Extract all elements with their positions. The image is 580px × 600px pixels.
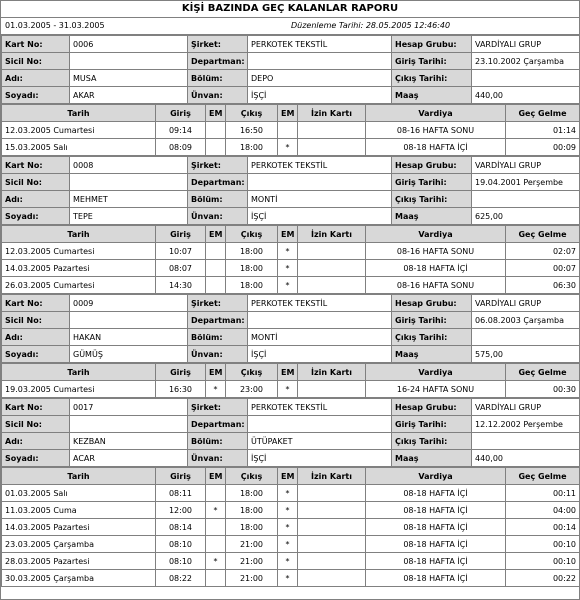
table-cell: 08-18 HAFTA İÇİ [366,536,506,553]
table-row [2,139,580,156]
attendance-table [1,104,580,156]
table-cell: 09:14 [156,122,206,139]
table-row [2,122,580,139]
table-cell: 11.03.2005 Cuma [2,502,156,519]
label-sicil-no: Sicil No: [2,312,70,329]
table-cell [206,260,226,277]
table-cell: 01:14 [506,122,580,139]
column-header: EM [278,226,298,243]
column-header: İzin Kartı [298,364,366,381]
table-cell: 23.03.2005 Çarşamba [2,536,156,553]
column-header: İzin Kartı [298,226,366,243]
value-hesap-grubu: VARDİYALI GRUP [472,157,580,174]
label-kart-no: Kart No: [2,36,70,53]
info-row [2,329,580,346]
table-cell: * [278,277,298,294]
table-cell [298,536,366,553]
label-maas: Maaş [392,87,472,104]
value-unvan: İŞÇİ [248,346,392,363]
value-kart-no: 0006 [70,36,188,53]
label-departman: Departman: [188,53,248,70]
table-cell: 14.03.2005 Pazartesi [2,519,156,536]
table-cell: 23:00 [226,381,278,398]
value-bolum: DEPO [248,70,392,87]
column-header: Tarih [2,364,156,381]
label-cikis-tarihi: Çıkış Tarihi: [392,329,472,346]
table-row [2,381,580,398]
column-header: İzin Kartı [298,105,366,122]
label-departman: Departman: [188,174,248,191]
table-cell [206,570,226,587]
value-departman [248,174,392,191]
label-soyadi: Soyadı: [2,87,70,104]
attendance-table [1,467,580,587]
table-cell: 08:10 [156,536,206,553]
table-cell: 08-18 HAFTA İÇİ [366,485,506,502]
column-header: EM [278,468,298,485]
table-cell: 08:22 [156,570,206,587]
table-cell: * [278,243,298,260]
table-cell: 18:00 [226,260,278,277]
table-cell: 18:00 [226,519,278,536]
value-giris-tarihi: 06.08.2003 Çarşamba [472,312,580,329]
value-sirket: PERKOTEK TEKSTİL [248,295,392,312]
label-adi: Adı: [2,433,70,450]
info-row [2,416,580,433]
value-sicil-no [70,53,188,70]
value-cikis-tarihi [472,329,580,346]
table-cell: 08:10 [156,553,206,570]
column-header: İzin Kartı [298,468,366,485]
value-maas: 440,00 [472,450,580,467]
label-soyadi: Soyadı: [2,208,70,225]
value-cikis-tarihi [472,191,580,208]
table-cell: 00:10 [506,553,580,570]
value-sirket: PERKOTEK TEKSTİL [248,399,392,416]
date-range: 01.03.2005 - 31.03.2005 [5,21,105,30]
column-header: Vardiya [366,105,506,122]
table-row [2,536,580,553]
column-header: Çıkış [226,226,278,243]
info-row [2,399,580,416]
column-header: Vardiya [366,364,506,381]
label-giris-tarihi: Giriş Tarihi: [392,174,472,191]
table-cell: * [206,502,226,519]
employee-block [1,294,579,398]
employee-info-table [1,35,580,104]
column-header: Geç Gelme [506,226,580,243]
column-header: EM [278,364,298,381]
value-sicil-no [70,312,188,329]
info-row [2,53,580,70]
table-cell: 08:07 [156,260,206,277]
value-giris-tarihi: 19.04.2001 Perşembe [472,174,580,191]
label-hesap-grubu: Hesap Grubu: [392,399,472,416]
table-cell: 16-24 HAFTA SONU [366,381,506,398]
table-cell [206,139,226,156]
label-departman: Departman: [188,312,248,329]
value-kart-no: 0017 [70,399,188,416]
value-hesap-grubu: VARDİYALI GRUP [472,295,580,312]
value-bolum: MONTİ [248,329,392,346]
table-cell [298,570,366,587]
column-header: Geç Gelme [506,468,580,485]
table-cell: 21:00 [226,570,278,587]
table-cell [298,502,366,519]
employee-blocks [1,35,579,587]
value-departman [248,312,392,329]
table-cell: 12.03.2005 Cumartesi [2,243,156,260]
label-hesap-grubu: Hesap Grubu: [392,295,472,312]
label-giris-tarihi: Giriş Tarihi: [392,53,472,70]
label-soyadi: Soyadı: [2,346,70,363]
value-soyadi: ACAR [70,450,188,467]
info-row [2,295,580,312]
table-cell [298,139,366,156]
value-adi: HAKAN [70,329,188,346]
value-giris-tarihi: 23.10.2002 Çarşamba [472,53,580,70]
column-header: Giriş [156,226,206,243]
info-row [2,312,580,329]
table-cell: 08-18 HAFTA İÇİ [366,260,506,277]
column-header: EM [206,105,226,122]
value-bolum: ÜTÜPAKET [248,433,392,450]
table-cell: 18:00 [226,502,278,519]
report-title: KİŞİ BAZINDA GEÇ KALANLAR RAPORU [1,1,579,18]
table-cell [298,553,366,570]
column-header: Giriş [156,105,206,122]
value-adi: KEZBAN [70,433,188,450]
table-cell: 08-18 HAFTA İÇİ [366,502,506,519]
label-bolum: Bölüm: [188,433,248,450]
label-sirket: Şirket: [188,399,248,416]
table-row [2,570,580,587]
label-unvan: Ünvan: [188,450,248,467]
table-cell: 21:00 [226,553,278,570]
attendance-header [2,226,580,243]
table-row [2,277,580,294]
column-header: EM [278,105,298,122]
value-unvan: İŞÇİ [248,208,392,225]
table-cell: 00:11 [506,485,580,502]
report-date-row [1,18,579,35]
value-maas: 625,00 [472,208,580,225]
label-bolum: Bölüm: [188,191,248,208]
column-header: Çıkış [226,364,278,381]
table-cell: 02:07 [506,243,580,260]
table-cell: 16:30 [156,381,206,398]
column-header: Giriş [156,468,206,485]
table-cell: 30.03.2005 Çarşamba [2,570,156,587]
label-maas: Maaş [392,450,472,467]
label-sirket: Şirket: [188,295,248,312]
table-cell: 08:09 [156,139,206,156]
table-cell [298,260,366,277]
table-row [2,519,580,536]
info-row [2,70,580,87]
value-unvan: İŞÇİ [248,87,392,104]
table-cell [278,122,298,139]
table-cell: 18:00 [226,243,278,260]
value-sicil-no [70,174,188,191]
table-cell [298,485,366,502]
table-cell [206,485,226,502]
value-maas: 440,00 [472,87,580,104]
table-cell: 08-18 HAFTA İÇİ [366,553,506,570]
table-cell [206,243,226,260]
table-cell [206,536,226,553]
info-row [2,450,580,467]
table-cell: 12:00 [156,502,206,519]
label-adi: Adı: [2,329,70,346]
table-cell: * [278,570,298,587]
value-kart-no: 0008 [70,157,188,174]
table-cell: 15.03.2005 Salı [2,139,156,156]
value-sicil-no [70,416,188,433]
table-cell [298,243,366,260]
value-sirket: PERKOTEK TEKSTİL [248,157,392,174]
table-cell [298,122,366,139]
label-sicil-no: Sicil No: [2,416,70,433]
value-hesap-grubu: VARDİYALI GRUP [472,399,580,416]
edited-value: 28.05.2005 12:46:40 [365,21,451,30]
label-maas: Maaş [392,346,472,363]
table-cell: * [278,381,298,398]
column-header: Tarih [2,468,156,485]
info-row [2,36,580,53]
label-sicil-no: Sicil No: [2,174,70,191]
info-row [2,346,580,363]
column-header: Tarih [2,226,156,243]
table-cell: 21:00 [226,536,278,553]
table-cell [206,519,226,536]
value-departman [248,53,392,70]
table-cell: 08-18 HAFTA İÇİ [366,519,506,536]
table-cell: 14.03.2005 Pazartesi [2,260,156,277]
table-cell: * [278,502,298,519]
info-row [2,191,580,208]
employee-info-table [1,294,580,363]
table-cell: * [206,553,226,570]
label-kart-no: Kart No: [2,295,70,312]
table-row [2,553,580,570]
attendance-table [1,225,580,294]
table-cell: 18:00 [226,277,278,294]
column-header: Tarih [2,105,156,122]
table-cell: 08-16 HAFTA SONU [366,243,506,260]
label-unvan: Ünvan: [188,87,248,104]
table-cell: 28.03.2005 Pazartesi [2,553,156,570]
table-cell [298,277,366,294]
label-cikis-tarihi: Çıkış Tarihi: [392,191,472,208]
label-unvan: Ünvan: [188,208,248,225]
label-kart-no: Kart No: [2,157,70,174]
table-cell: * [278,536,298,553]
table-row [2,502,580,519]
table-cell: 14:30 [156,277,206,294]
table-cell: 19.03.2005 Cumartesi [2,381,156,398]
label-cikis-tarihi: Çıkış Tarihi: [392,433,472,450]
label-sirket: Şirket: [188,157,248,174]
table-cell: 00:30 [506,381,580,398]
table-cell: 10:07 [156,243,206,260]
table-cell: 00:22 [506,570,580,587]
table-cell: 08-16 HAFTA SONU [366,122,506,139]
edited-label: Düzenleme Tarihi: [291,21,364,30]
table-cell: * [278,553,298,570]
info-row [2,208,580,225]
label-kart-no: Kart No: [2,399,70,416]
attendance-header [2,468,580,485]
table-cell: 08-16 HAFTA SONU [366,277,506,294]
table-cell: 18:00 [226,139,278,156]
value-kart-no: 0009 [70,295,188,312]
value-hesap-grubu: VARDİYALI GRUP [472,36,580,53]
table-cell: 01.03.2005 Salı [2,485,156,502]
label-sicil-no: Sicil No: [2,53,70,70]
table-cell: 26.03.2005 Cumartesi [2,277,156,294]
table-cell: 06:30 [506,277,580,294]
table-cell: 18:00 [226,485,278,502]
label-hesap-grubu: Hesap Grubu: [392,36,472,53]
column-header: EM [206,468,226,485]
value-bolum: MONTİ [248,191,392,208]
column-header: Çıkış [226,105,278,122]
label-bolum: Bölüm: [188,70,248,87]
label-adi: Adı: [2,191,70,208]
column-header: Vardiya [366,468,506,485]
table-cell: 08:11 [156,485,206,502]
column-header: Vardiya [366,226,506,243]
label-cikis-tarihi: Çıkış Tarihi: [392,70,472,87]
table-cell: * [278,519,298,536]
table-cell: * [278,139,298,156]
column-header: Giriş [156,364,206,381]
value-soyadi: GÜMÜŞ [70,346,188,363]
employee-info-table [1,398,580,467]
value-sirket: PERKOTEK TEKSTİL [248,36,392,53]
employee-block [1,156,579,294]
value-cikis-tarihi [472,433,580,450]
attendance-table [1,363,580,398]
value-adi: MUSA [70,70,188,87]
value-giris-tarihi: 12.12.2002 Perşembe [472,416,580,433]
value-cikis-tarihi [472,70,580,87]
table-cell: 00:09 [506,139,580,156]
table-cell [206,277,226,294]
column-header: Geç Gelme [506,364,580,381]
employee-info-table [1,156,580,225]
label-bolum: Bölüm: [188,329,248,346]
info-row [2,87,580,104]
table-row [2,260,580,277]
table-cell: 00:14 [506,519,580,536]
table-cell: 00:07 [506,260,580,277]
label-hesap-grubu: Hesap Grubu: [392,157,472,174]
table-row [2,485,580,502]
table-cell [298,519,366,536]
employee-block [1,35,579,156]
value-departman [248,416,392,433]
value-soyadi: TEPE [70,208,188,225]
label-soyadi: Soyadı: [2,450,70,467]
table-cell: 08:14 [156,519,206,536]
table-cell: * [278,485,298,502]
column-header: EM [206,226,226,243]
column-header: Geç Gelme [506,105,580,122]
info-row [2,433,580,450]
value-adi: MEHMET [70,191,188,208]
info-row [2,157,580,174]
table-cell: * [206,381,226,398]
employee-block [1,398,579,587]
value-maas: 575,00 [472,346,580,363]
table-cell: * [278,260,298,277]
label-unvan: Ünvan: [188,346,248,363]
table-cell: 16:50 [226,122,278,139]
info-row [2,174,580,191]
table-cell [298,381,366,398]
attendance-header [2,364,580,381]
label-departman: Departman: [188,416,248,433]
label-sirket: Şirket: [188,36,248,53]
label-adi: Adı: [2,70,70,87]
value-soyadi: AKAR [70,87,188,104]
table-cell [206,122,226,139]
column-header: Çıkış [226,468,278,485]
table-cell: 00:10 [506,536,580,553]
label-giris-tarihi: Giriş Tarihi: [392,312,472,329]
table-cell: 04:00 [506,502,580,519]
table-row [2,243,580,260]
value-unvan: İŞÇİ [248,450,392,467]
edited-date [291,18,450,34]
attendance-header [2,105,580,122]
label-giris-tarihi: Giriş Tarihi: [392,416,472,433]
table-cell: 12.03.2005 Cumartesi [2,122,156,139]
label-maas: Maaş [392,208,472,225]
table-cell: 08-18 HAFTA İÇİ [366,570,506,587]
table-cell: 08-18 HAFTA İÇİ [366,139,506,156]
column-header: EM [206,364,226,381]
